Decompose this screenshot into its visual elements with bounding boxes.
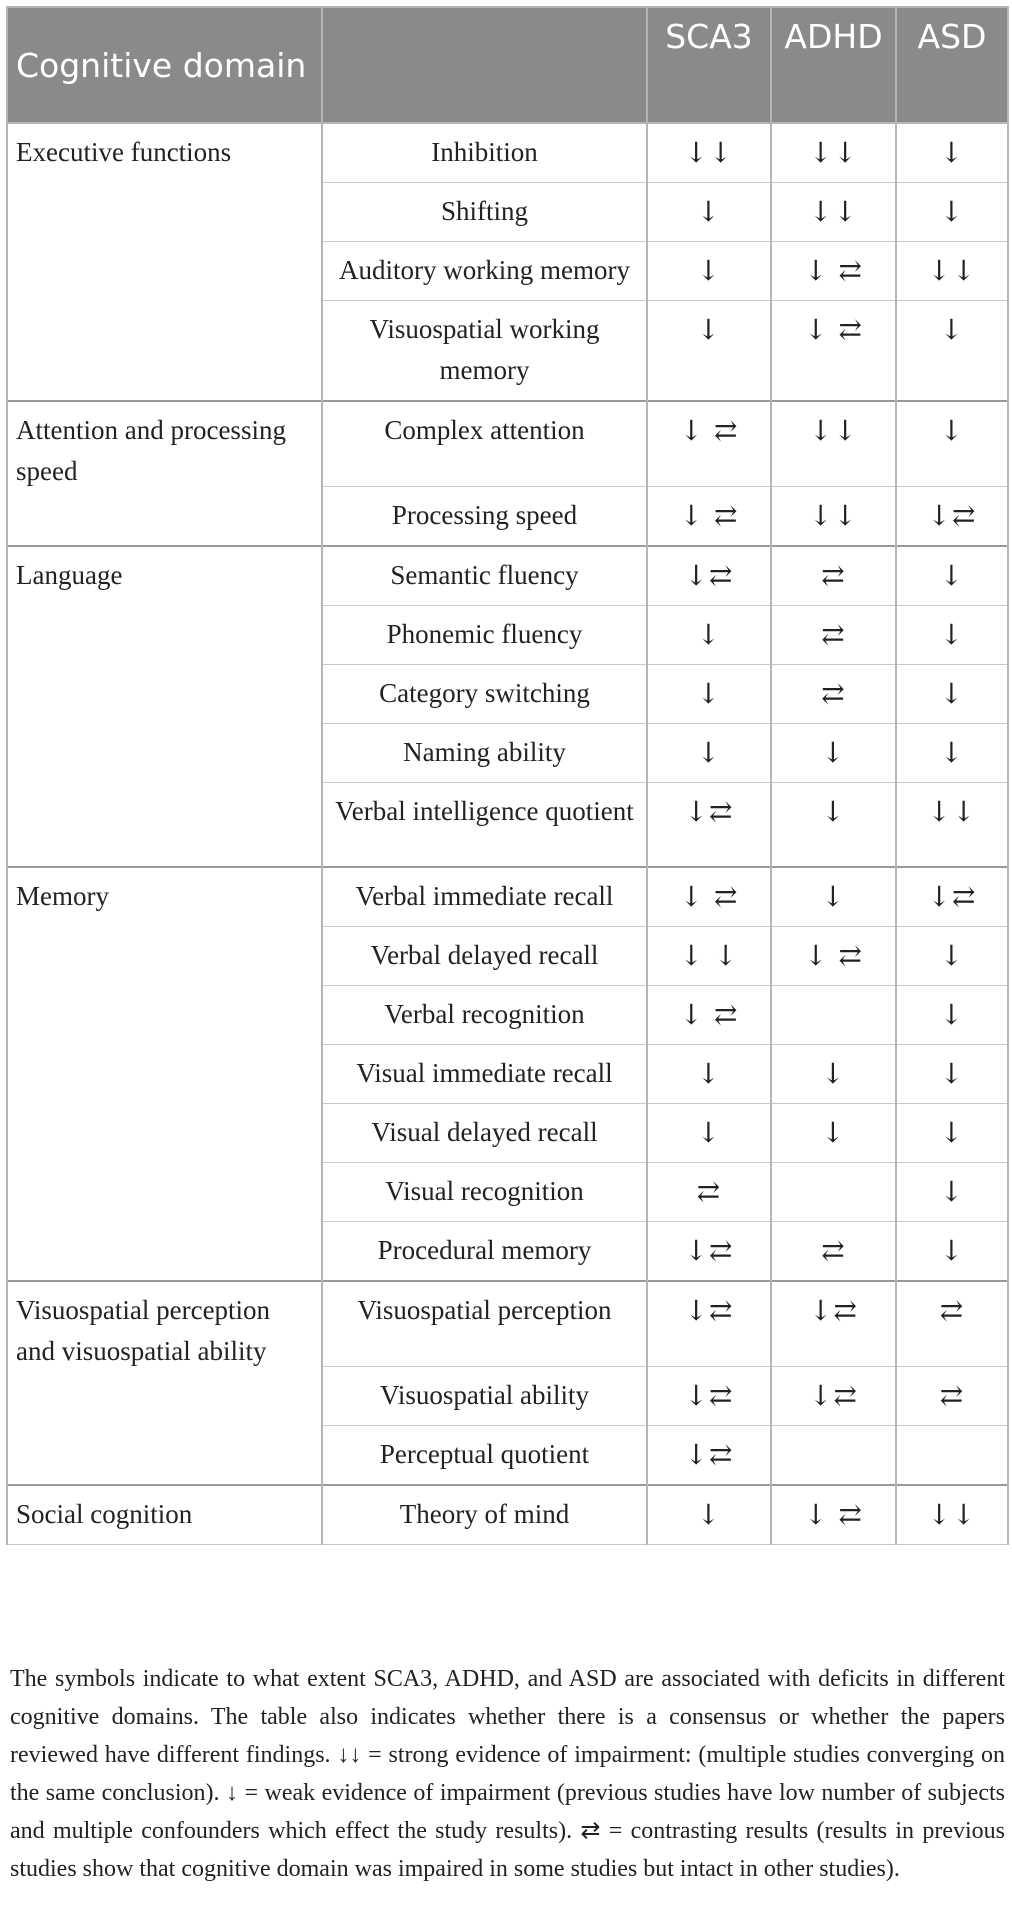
header-subdomain — [322, 7, 647, 123]
header-adhd: ADHD — [771, 7, 896, 123]
adhd-cell: ↓↓ — [771, 183, 896, 242]
subdomain-cell: Visuospatial working memory — [322, 301, 647, 402]
domain-cell: Memory — [7, 867, 322, 1281]
header-asd: ASD — [896, 7, 1008, 123]
adhd-cell: ↓ ⇄ — [771, 242, 896, 301]
table-row — [7, 1281, 1008, 1366]
domain-cell: Language — [7, 546, 322, 868]
sca3-cell: ↓⇄ — [647, 782, 771, 867]
header-sca3: SCA3 — [647, 7, 771, 123]
asd-cell: ↓ — [896, 1104, 1008, 1163]
table-row — [7, 401, 1008, 486]
asd-cell: ↓ — [896, 401, 1008, 486]
adhd-cell: ↓ — [771, 723, 896, 782]
cognitive-domain-table — [6, 6, 1009, 1545]
subdomain-cell: Shifting — [322, 183, 647, 242]
asd-cell: ↓ — [896, 723, 1008, 782]
subdomain-cell: Visuospatial perception — [322, 1281, 647, 1366]
asd-cell: ↓↓ — [896, 782, 1008, 867]
sca3-cell: ↓ — [647, 605, 771, 664]
adhd-cell: ↓ — [771, 1104, 896, 1163]
sca3-cell: ↓⇄ — [647, 1425, 771, 1485]
sca3-cell: ↓ — [647, 664, 771, 723]
sca3-cell: ↓ — [647, 242, 771, 301]
asd-cell: ↓↓ — [896, 242, 1008, 301]
adhd-cell: ↓ ⇄ — [771, 301, 896, 402]
asd-cell: ↓ — [896, 927, 1008, 986]
asd-cell: ↓ — [896, 123, 1008, 183]
asd-cell: ↓ — [896, 183, 1008, 242]
asd-cell: ↓ — [896, 1045, 1008, 1104]
adhd-cell: ↓↓ — [771, 486, 896, 546]
sca3-cell: ↓ ↓ — [647, 927, 771, 986]
adhd-cell: ↓⇄ — [771, 1366, 896, 1425]
asd-cell: ↓ — [896, 546, 1008, 606]
adhd-cell: ↓ ⇄ — [771, 927, 896, 986]
subdomain-cell: Category switching — [322, 664, 647, 723]
adhd-cell — [771, 1163, 896, 1222]
table-row — [7, 1485, 1008, 1545]
sca3-cell: ↓ ⇄ — [647, 401, 771, 486]
subdomain-cell: Visual delayed recall — [322, 1104, 647, 1163]
sca3-cell: ↓⇄ — [647, 546, 771, 606]
adhd-cell: ↓ — [771, 867, 896, 927]
adhd-cell: ↓⇄ — [771, 1281, 896, 1366]
subdomain-cell: Processing speed — [322, 486, 647, 546]
subdomain-cell: Visual recognition — [322, 1163, 647, 1222]
domain-cell: Executive functions — [7, 123, 322, 401]
domain-cell: Attention and processing speed — [7, 401, 322, 546]
sca3-cell: ↓⇄ — [647, 1222, 771, 1282]
adhd-cell: ⇄ — [771, 664, 896, 723]
subdomain-cell: Procedural memory — [322, 1222, 647, 1282]
sca3-cell: ↓ ⇄ — [647, 986, 771, 1045]
subdomain-cell: Naming ability — [322, 723, 647, 782]
subdomain-cell: Verbal delayed recall — [322, 927, 647, 986]
subdomain-cell: Semantic fluency — [322, 546, 647, 606]
adhd-cell: ↓ — [771, 1045, 896, 1104]
subdomain-cell: Complex attention — [322, 401, 647, 486]
sca3-cell: ↓ ⇄ — [647, 867, 771, 927]
sca3-cell: ↓ — [647, 1104, 771, 1163]
sca3-cell: ↓ — [647, 183, 771, 242]
sca3-cell: ↓⇄ — [647, 1281, 771, 1366]
adhd-cell: ⇄ — [771, 605, 896, 664]
asd-cell — [896, 1425, 1008, 1485]
asd-cell: ↓ — [896, 605, 1008, 664]
header-row — [7, 7, 1008, 123]
adhd-cell: ↓↓ — [771, 401, 896, 486]
adhd-cell: ↓↓ — [771, 123, 896, 183]
table-footnote: The symbols indicate to what extent SCA3, ADHD, and ASD are associated with deficits in different cognitive domains. The table also indicates whether there is a consensus or whether the papers reviewed have different findings. ↓↓ = strong evidence of impairment: (multiple studies converging on the same conclusion). ↓ = weak evidence of impairment (previous studies have low number of subjects and multiple confounders which effect the study results). ⇄ = contrasting results (results in previous studies show that cognitive domain was impaired in some studies but intact in other studies). — [10, 1666, 1005, 1882]
domain-cell: Social cognition — [7, 1485, 322, 1545]
asd-cell: ↓⇄ — [896, 867, 1008, 927]
adhd-cell — [771, 1425, 896, 1485]
asd-cell: ↓ — [896, 986, 1008, 1045]
subdomain-cell: Phonemic fluency — [322, 605, 647, 664]
sca3-cell: ↓ — [647, 301, 771, 402]
header-cognitive-domain: Cognitive domain — [7, 7, 322, 123]
table-row — [7, 867, 1008, 927]
asd-cell: ↓↓ — [896, 1485, 1008, 1545]
table-header — [7, 7, 1008, 123]
subdomain-cell: Verbal recognition — [322, 986, 647, 1045]
sca3-cell: ↓↓ — [647, 123, 771, 183]
sca3-cell: ↓ — [647, 1045, 771, 1104]
adhd-cell: ↓ — [771, 782, 896, 867]
asd-cell: ↓ — [896, 1222, 1008, 1282]
subdomain-cell: Verbal immediate recall — [322, 867, 647, 927]
subdomain-cell: Verbal intelligence quotient — [322, 782, 647, 867]
asd-cell: ↓ — [896, 1163, 1008, 1222]
subdomain-cell: Theory of mind — [322, 1485, 647, 1545]
asd-cell: ⇄ — [896, 1281, 1008, 1366]
adhd-cell — [771, 986, 896, 1045]
subdomain-cell: Visuospatial ability — [322, 1366, 647, 1425]
subdomain-cell: Perceptual quotient — [322, 1425, 647, 1485]
adhd-cell: ⇄ — [771, 546, 896, 606]
sca3-cell: ↓ — [647, 723, 771, 782]
asd-cell: ⇄ — [896, 1366, 1008, 1425]
sca3-cell: ↓ — [647, 1485, 771, 1545]
domain-cell: Visuospatial perception and visuospatial ability — [7, 1281, 322, 1485]
asd-cell: ↓ — [896, 664, 1008, 723]
asd-cell: ↓ — [896, 301, 1008, 402]
sca3-cell: ↓ ⇄ — [647, 486, 771, 546]
subdomain-cell: Auditory working memory — [322, 242, 647, 301]
sca3-cell: ↓⇄ — [647, 1366, 771, 1425]
subdomain-cell: Inhibition — [322, 123, 647, 183]
table-body — [7, 123, 1008, 1544]
sca3-cell: ⇄ — [647, 1163, 771, 1222]
adhd-cell: ⇄ — [771, 1222, 896, 1282]
adhd-cell: ↓ ⇄ — [771, 1485, 896, 1545]
cognitive-domain-table-container — [6, 6, 1007, 1545]
table-row — [7, 546, 1008, 606]
subdomain-cell: Visual immediate recall — [322, 1045, 647, 1104]
asd-cell: ↓⇄ — [896, 486, 1008, 546]
table-row — [7, 123, 1008, 183]
